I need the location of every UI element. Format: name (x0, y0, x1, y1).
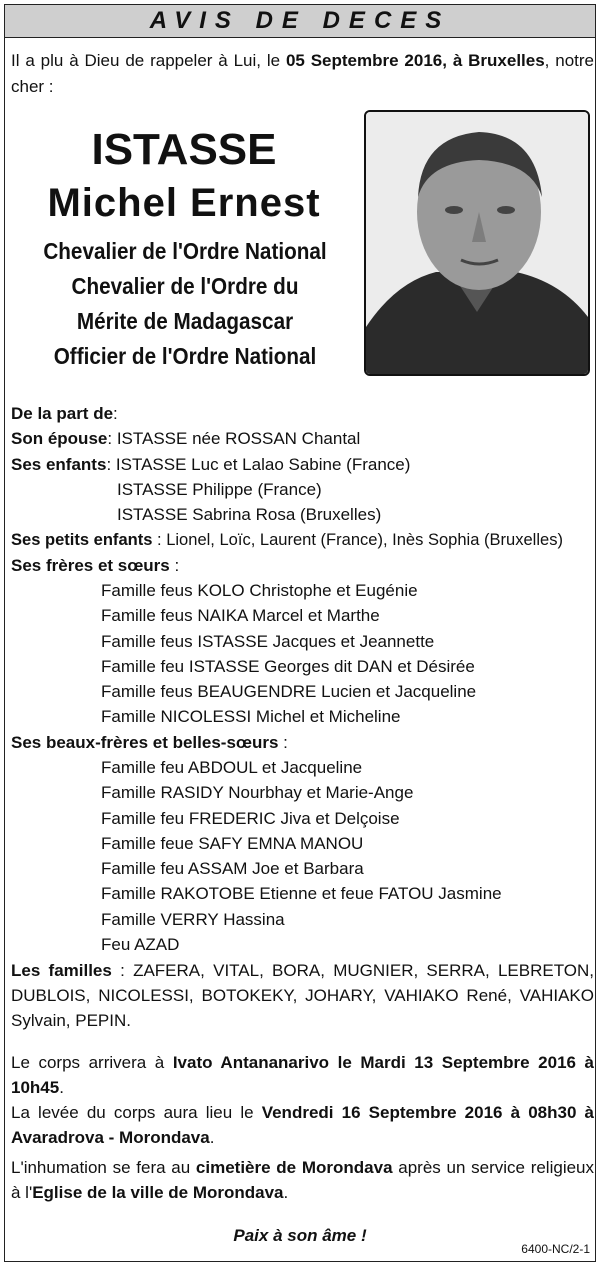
portrait-photo (364, 110, 590, 376)
arrival-paragraph: Le corps arrivera à Ivato Antananarivo le Mardi 13 Septembre 2016 à 10h45. (11, 1053, 594, 1097)
child-item: ISTASSE Philippe (France) (117, 480, 322, 499)
sibling-item: Famille feu ISTASSE Georges dit DAN et Désirée (101, 657, 475, 676)
from-heading: De la part de: (11, 404, 118, 423)
deceased-title: Chevalier de l'Ordre du (71, 273, 299, 299)
deceased-title: Chevalier de l'Ordre National (43, 238, 327, 264)
spouse-name: ISTASSE née ROSSAN Chantal (116, 429, 361, 448)
inlaw-item: Famille VERRY Hassina (101, 910, 285, 929)
child-item: ISTASSE Sabrina Rosa (Bruxelles) (117, 505, 382, 524)
inlaws-heading: Ses beaux-frères et belles-sœurs : (11, 733, 288, 752)
families-paragraph: Les familles : ZAFERA, VITAL, BORA, MUGNIER, SERRA, LEBRETON, DUBLOIS, NICOLESSI, BOTOKEKY, JOHARY, VAHIAKO René, VAHIAKO Sylvain, PEPIN. (11, 961, 595, 1030)
sibling-item: Famille NICOLESSI Michel et Micheline (101, 707, 401, 726)
deceased-title: Mérite de Madagascar (76, 308, 294, 334)
grandchildren-line: Ses petits enfants : Lionel, Loïc, Laurent (France), Inès Sophia (Bruxelles) (11, 530, 563, 549)
inlaw-item: Famille RASIDY Nourbhay et Marie-Ange (101, 783, 414, 802)
deceased-title: Officier de l'Ordre National (53, 343, 317, 369)
inlaw-item: Feu AZAD (101, 935, 180, 954)
deceased-given-names: Michel Ernest (47, 181, 321, 225)
inlaw-item: Famille feue SAFY EMNA MANOU (101, 834, 364, 853)
portrait-photo-icon (366, 112, 588, 374)
levee-paragraph: La levée du corps aura lieu le Vendredi 16 Septembre 2016 à 08h30 à Avaradrova - Morondava. (11, 1103, 595, 1147)
inlaw-item: Famille feu FREDERIC Jiva et Delçoise (101, 809, 400, 828)
sibling-item: Famille feus KOLO Christophe et Eugénie (101, 581, 418, 600)
reference-code: 6400-NC/2-1 (521, 1242, 590, 1256)
sibling-item: Famille feus BEAUGENDRE Lucien et Jacqueline (101, 682, 477, 701)
page-title: AVIS DE DECES (149, 7, 451, 34)
siblings-heading: Ses frères et sœurs : (11, 556, 180, 575)
sibling-item: Famille feus ISTASSE Jacques et Jeannette (101, 632, 435, 651)
inlaw-item: Famille RAKOTOBE Etienne et feue FATOU Jasmine (101, 884, 502, 903)
closing-blessing: Paix à son âme ! (233, 1226, 367, 1245)
inlaw-item: Famille feu ABDOUL et Jacqueline (101, 758, 363, 777)
sibling-item: Famille feus NAIKA Marcel et Marthe (101, 606, 380, 625)
intro-text: Il a plu à Dieu de rappeler à Lui, le 05 Septembre 2016, à Bruxelles, notre cher : (11, 51, 594, 96)
inlaw-item: Famille feu ASSAM Joe et Barbara (101, 859, 364, 878)
spouse-line: Son épouse: ISTASSE née ROSSAN Chantal (11, 429, 361, 448)
intro-date-place: 05 Septembre 2016, à Bruxelles (285, 51, 545, 70)
children-line: Ses enfants: ISTASSE Luc et Lalao Sabine (France) (11, 455, 411, 474)
deceased-surname: ISTASSE (91, 125, 277, 174)
burial-paragraph: L'inhumation se fera au cimetière de Morondava après un service religieux à l'Eglise de la ville de Morondava. (11, 1158, 595, 1202)
